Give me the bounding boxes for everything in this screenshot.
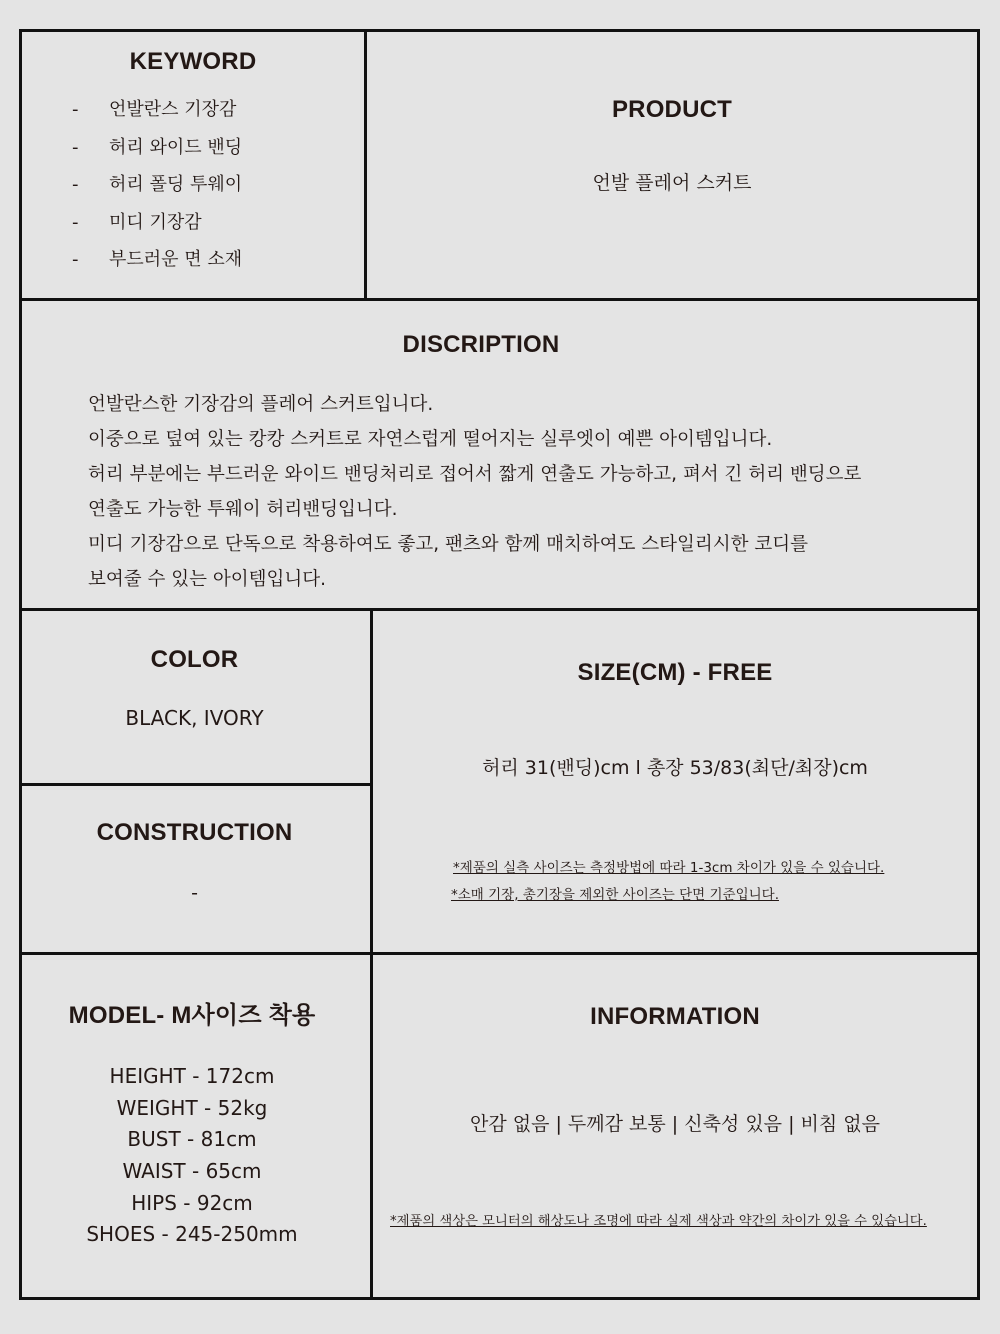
keyword-dash: - (72, 136, 79, 158)
product-title: PRODUCT (611, 96, 733, 123)
keyword-text: 언발란스 기장감 (109, 99, 237, 120)
keyword-item (22, 129, 364, 167)
information-title: INFORMATION (590, 1003, 760, 1030)
product-info-sheet (19, 29, 980, 1300)
product-section (367, 32, 977, 298)
size-section (373, 611, 977, 952)
keyword-dash: - (72, 211, 79, 233)
keyword-dash: - (72, 174, 79, 195)
keyword-item (22, 91, 364, 129)
keyword-text: 허리 폴딩 투웨이 (109, 174, 243, 195)
description-line: 허리 부분에는 부드러운 와이드 밴딩처리로 접어서 짧게 연출도 가능하고, 펴서 긴 허리 밴딩으로 (88, 464, 862, 485)
construction-title: CONSTRUCTION (96, 819, 293, 846)
size-value: 허리 31(밴딩)cm l 총장 53/83(최단/최장)cm (482, 757, 868, 779)
description-line: 미디 기장감으로 단독으로 착용하여도 좋고, 팬츠와 함께 매치하여도 스타일리시한 코디를 (88, 534, 809, 555)
model-hips: HIPS - 92cm (131, 1190, 253, 1215)
keyword-title: KEYWORD (129, 48, 257, 75)
keyword-list (22, 91, 364, 279)
information-value: 안감 없음 | 두께감 보통 | 신축성 있음 | 비침 없음 (470, 1113, 880, 1135)
model-bust: BUST - 81cm (127, 1127, 257, 1152)
size-note-flat: *소매 기장, 총기장을 제외한 사이즈는 단면 기준입니다. (451, 887, 779, 903)
model-section (22, 955, 370, 1297)
information-note: *제품의 색상은 모니터의 해상도나 조명에 따라 실제 색상과 약간의 차이가 있을 수 있습니다. (390, 1214, 927, 1229)
product-name: 언발 플레어 스커트 (592, 172, 752, 194)
description-title: DISCRIPTION (402, 331, 560, 358)
construction-section (22, 786, 370, 952)
keyword-item (22, 204, 364, 242)
keyword-text: 허리 와이드 밴딩 (109, 136, 243, 158)
model-stats (22, 1061, 362, 1251)
model-height: HEIGHT - 172cm (109, 1064, 275, 1088)
description-line: 연출도 가능한 투웨이 허리밴딩입니다. (88, 499, 398, 520)
description-line: 언발란스한 기장감의 플레어 스커트입니다. (88, 394, 434, 415)
keyword-section (22, 32, 364, 298)
description-section (22, 301, 977, 608)
model-waist: WAIST - 65cm (122, 1159, 262, 1184)
keyword-dash: - (72, 249, 79, 270)
model-weight: WEIGHT - 52kg (116, 1095, 268, 1120)
color-section (22, 611, 370, 783)
size-title: SIZE(CM) - FREE (577, 659, 773, 686)
size-note-measure: *제품의 실측 사이즈는 측정방법에 따라 1-3cm 차이가 있을 수 있습니다. (453, 860, 885, 876)
keyword-text: 부드러운 면 소재 (109, 249, 243, 270)
construction-value: - (191, 882, 198, 904)
model-shoes: SHOES - 245-250mm (86, 1222, 298, 1247)
information-section (373, 955, 977, 1297)
keyword-item (22, 166, 364, 204)
color-title: COLOR (150, 646, 239, 673)
model-title: MODEL- M사이즈 착용 (68, 1002, 316, 1029)
description-body (22, 387, 1000, 597)
description-line: 보여줄 수 있는 아이템입니다. (88, 569, 326, 590)
keyword-dash: - (72, 99, 79, 120)
keyword-text: 미디 기장감 (109, 211, 202, 233)
keyword-item (22, 241, 364, 279)
color-value: BLACK, IVORY (125, 706, 264, 730)
description-line: 이중으로 덮여 있는 캉캉 스커트로 자연스럽게 떨어지는 실루엣이 예쁜 아이템입니다. (88, 429, 773, 450)
